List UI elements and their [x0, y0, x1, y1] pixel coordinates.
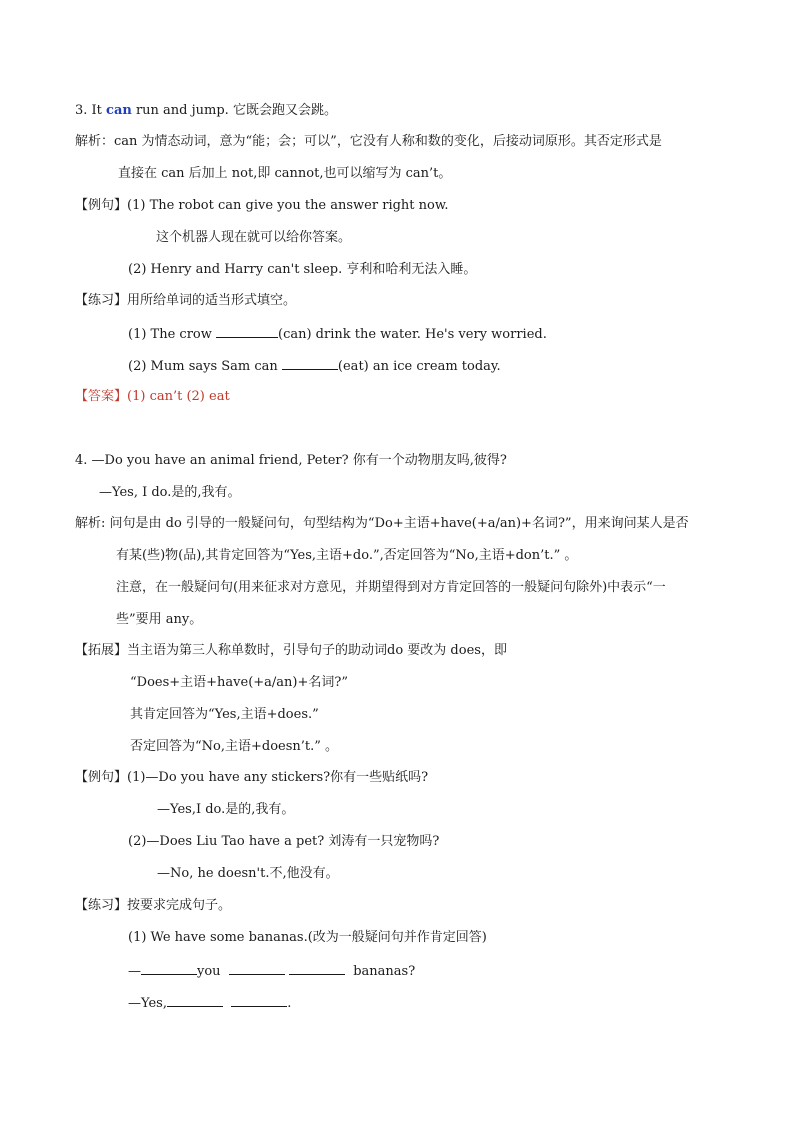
example-row-1: [75, 198, 449, 214]
analysis-line-2: 直接在 can 后加上 not,即 cannot,也可以缩写为 can’t。: [118, 166, 452, 181]
answer-blank[interactable]: [231, 994, 287, 1007]
word-bananas: bananas?: [353, 964, 416, 979]
practice-1-text-a: (1) The crow: [128, 327, 216, 342]
extension-label: 【拓展】: [75, 643, 128, 658]
example-1-answer: —Yes,I do.是的,我有。: [157, 802, 295, 817]
practice-item-2: [128, 357, 501, 375]
extension-positive: 其肯定回答为“Yes,主语+does.”: [130, 707, 319, 722]
practice-answer-line: [128, 994, 291, 1012]
example-sentence-1: (1) The robot can give you the answer right now.: [127, 198, 449, 213]
practice-1-text-b: (can) drink the water. He's very worried.: [278, 327, 547, 342]
answer-blank[interactable]: [282, 357, 338, 370]
practice-instruction: 用所给单词的适当形式填空。: [127, 293, 297, 308]
practice-item-1: (1) We have some bananas.(改为一般疑问句并作肯定回答): [128, 930, 487, 945]
example-1-translation: 这个机器人现在就可以给你答案。: [156, 230, 352, 245]
extension-negative: 否定回答为“No,主语+doesn’t.” 。: [130, 739, 339, 754]
example-sentence-1: (1)—Do you have any stickers?你有一些贴纸吗?: [127, 770, 429, 785]
section-4-answer: —Yes, I do.是的,我有。: [99, 485, 241, 500]
period: .: [287, 996, 292, 1011]
example-2-answer: —No, he doesn't.不,他没有。: [157, 866, 339, 881]
title-prefix: 3. It: [75, 103, 107, 118]
example-row-1: [75, 770, 428, 786]
answer-text: (1) can’t (2) eat: [127, 389, 230, 404]
practice-2-text-a: (2) Mum says Sam can: [128, 359, 282, 374]
word-you: you: [197, 964, 221, 979]
extension-structure: “Does+主语+have(+a/an)+名词?”: [130, 675, 349, 690]
word-yes: —Yes,: [128, 996, 167, 1011]
practice-2-text-b: (eat) an ice cream today.: [337, 359, 501, 374]
practice-label: 【练习】: [75, 898, 128, 913]
practice-label: 【练习】: [75, 293, 128, 308]
practice-heading: [75, 898, 231, 914]
practice-item-1: [128, 325, 547, 343]
analysis-line-1: 解析：can 为情态动词，意为“能；会；可以”，它没有人称和数的变化，后接动词原形。其否定形式是: [75, 134, 662, 149]
answer-blank[interactable]: [141, 962, 197, 975]
practice-question-line: [128, 962, 415, 980]
answer-blank[interactable]: [216, 325, 278, 338]
answer-label: 【答案】: [75, 389, 128, 404]
example-label: 【例句】: [75, 198, 128, 213]
section-3-title: [75, 103, 337, 119]
analysis-line-3: 注意，在一般疑问句(用来征求对方意见，并期望得到对方肯定回答的一般疑问句除外)中表示“一: [116, 580, 666, 595]
analysis-line-4: 些”要用 any。: [116, 612, 203, 627]
example-sentence-2: (2) Henry and Harry can't sleep. 亨利和哈利无法入睡。: [128, 262, 477, 277]
example-sentence-2: (2)—Does Liu Tao have a pet? 刘涛有一只宠物吗?: [128, 834, 440, 849]
analysis-line-2: 有某(些)物(品),其肯定回答为“Yes,主语+do.”,否定回答为“No,主语+don’t.” 。: [116, 548, 578, 563]
answer-blank[interactable]: [289, 962, 345, 975]
dash: —: [128, 964, 141, 979]
answer-blank[interactable]: [229, 962, 285, 975]
answer-row: [75, 389, 230, 405]
keyword-can: can: [106, 103, 132, 118]
analysis-line-1: 解析: 问句是由 do 引导的一般疑问句，句型结构为“Do+主语+have(+a/an)+名词?”，用来询问某人是否: [75, 516, 689, 531]
title-suffix: run and jump. 它既会跑又会跳。: [131, 103, 337, 118]
extension-text: 当主语为第三人称单数时，引导句子的助动词do 要改为 does，即: [127, 643, 507, 658]
section-4-question: 4. —Do you have an animal friend, Peter? 你有一个动物朋友吗,彼得?: [75, 453, 507, 468]
practice-heading: [75, 293, 296, 309]
answer-blank[interactable]: [167, 994, 223, 1007]
practice-instruction: 按要求完成句子。: [127, 898, 232, 913]
example-label: 【例句】: [75, 770, 128, 785]
extension-row: [75, 643, 507, 659]
